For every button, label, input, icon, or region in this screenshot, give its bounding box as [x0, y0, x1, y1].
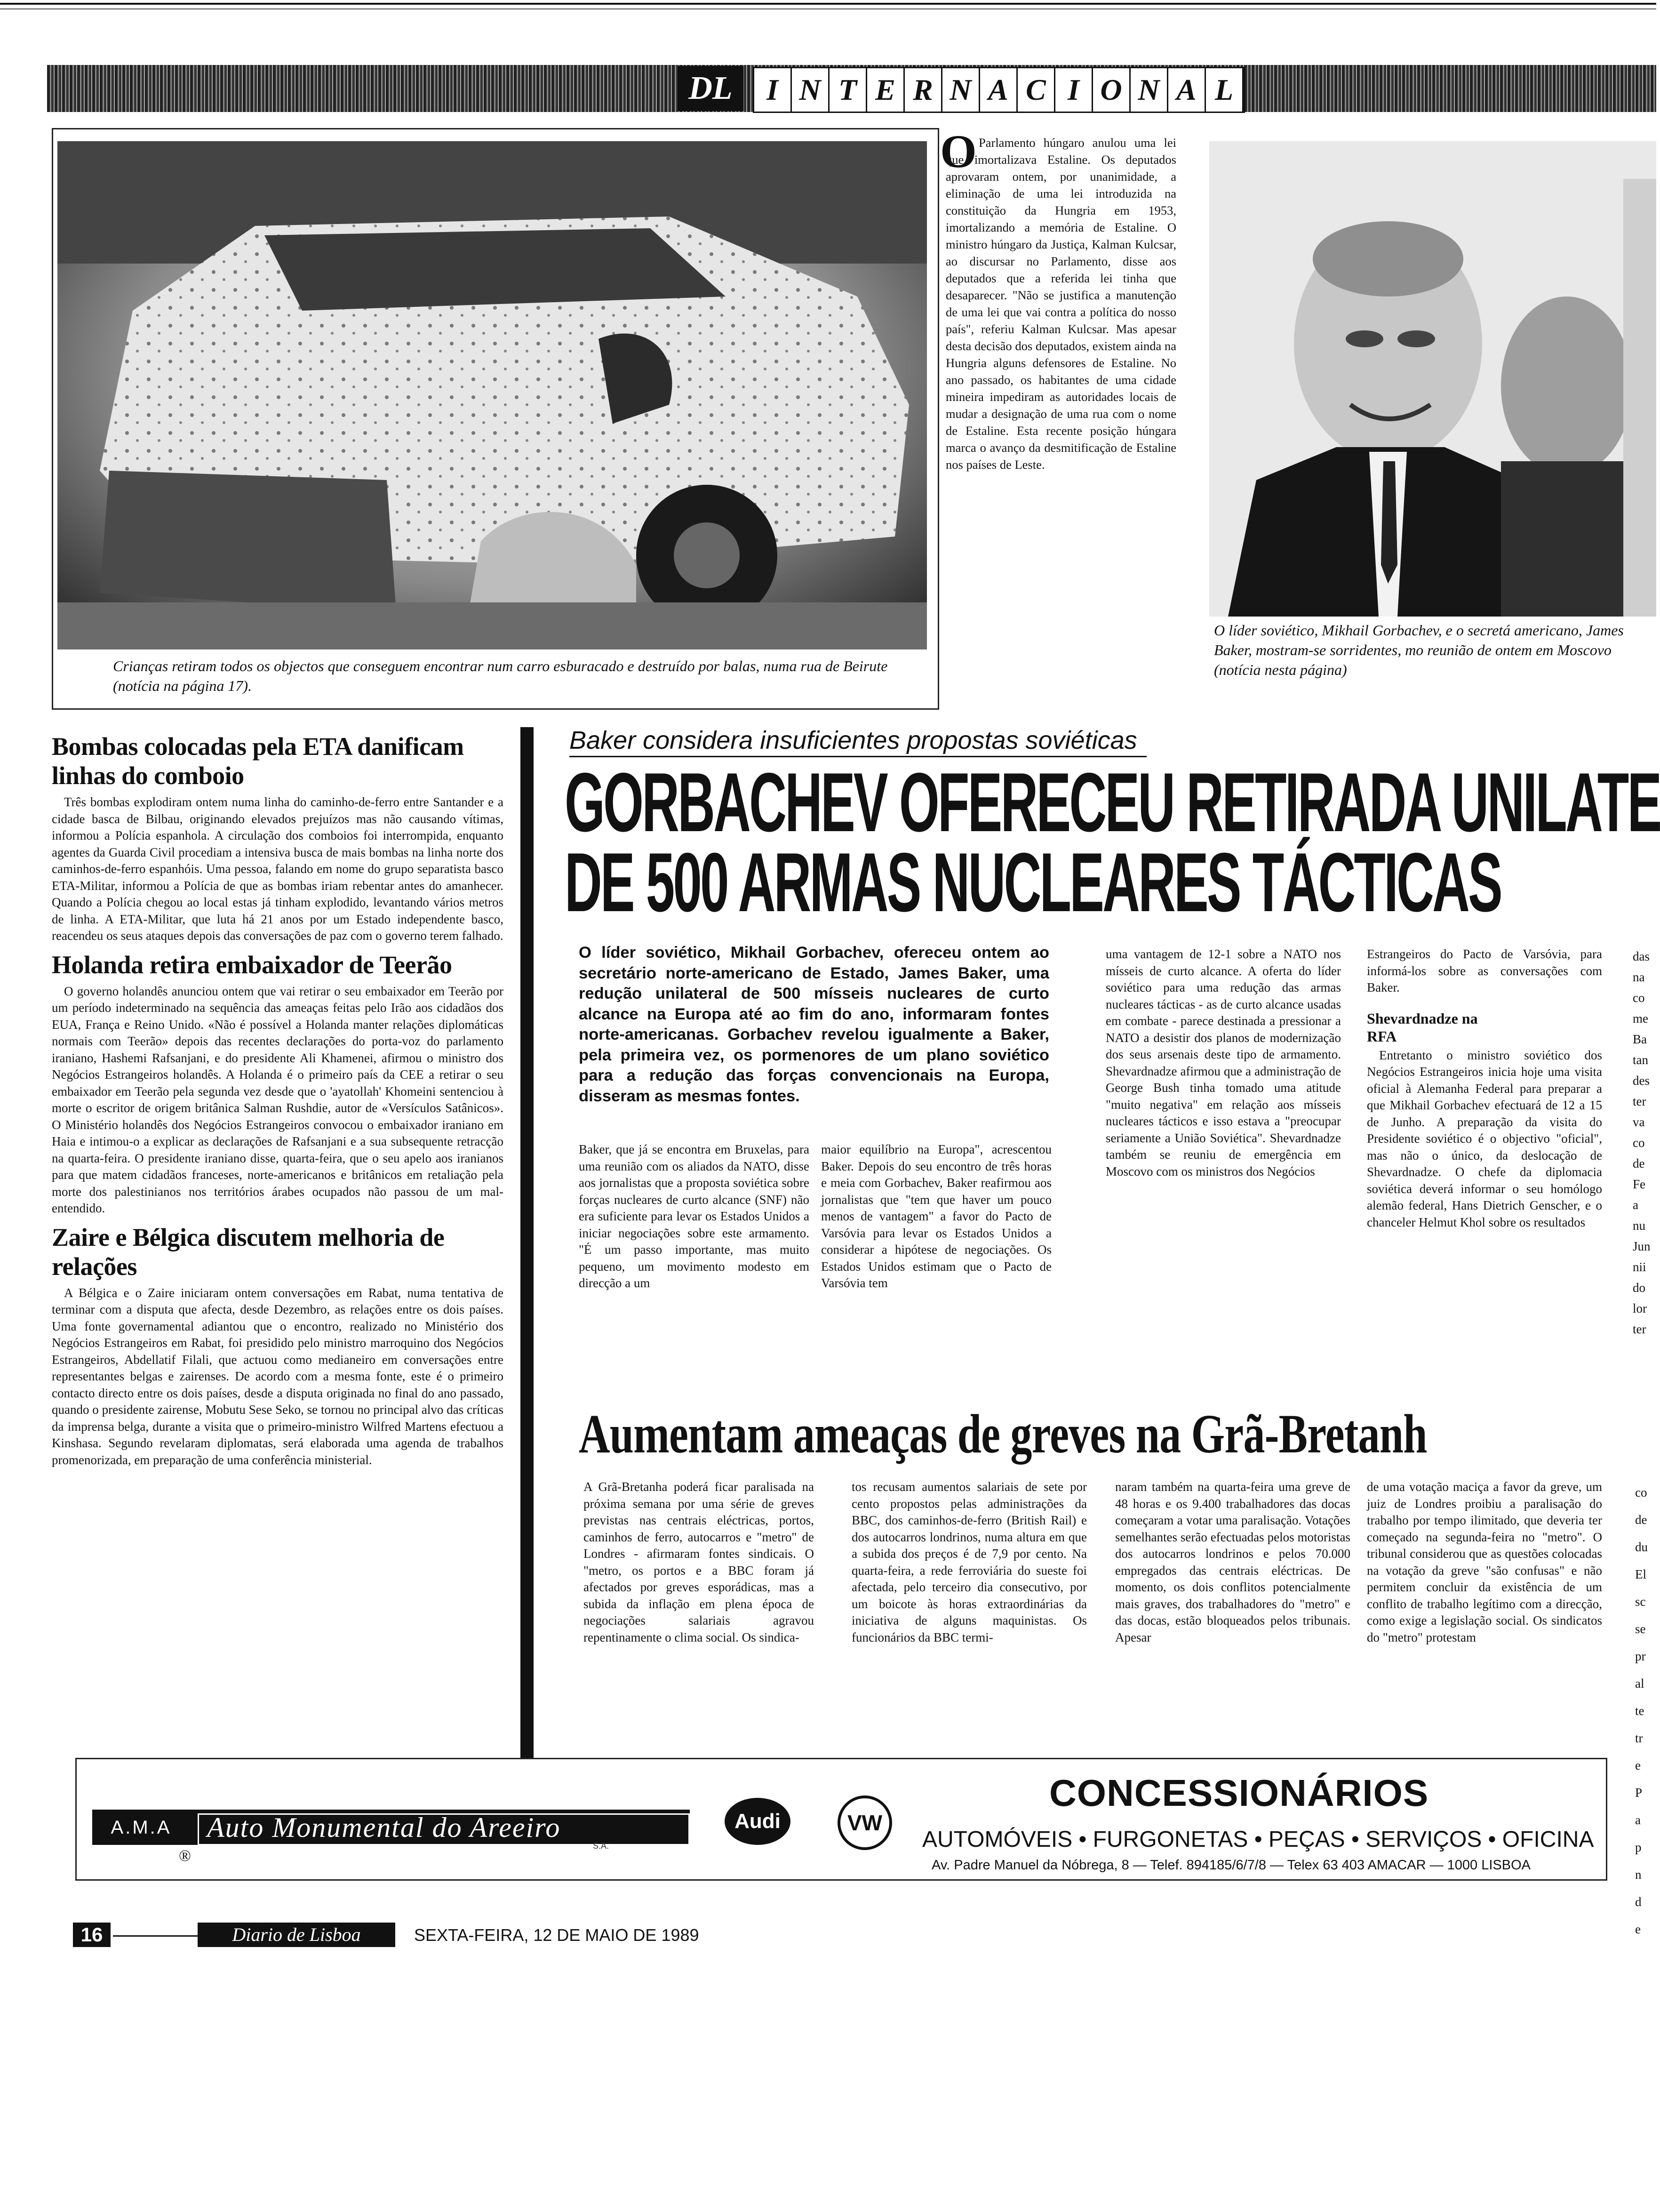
section-letter: C — [1018, 68, 1055, 112]
top-rule — [0, 3, 1656, 5]
ama-initials: A.M.A — [111, 1817, 172, 1838]
strikes-col-d: de uma votação maciça a favor da greve, um juiz de Londres proibiu a paralisação do trabalho por tempo ilimitado, que deveria ter começado na segunda-feira no "metro". O tribunal considerou que as questões colocadas na votação da greve "são confusas" e não permitem concluir da existência de um conflito de trabalho legítimo com a direcção, como exige a legislação social. Os sindicatos do "metro" protestam — [1367, 1480, 1602, 1644]
strikes-col-b: tos recusam aumentos salariais de sete por cento propostos pelas administrações da BBC, dos caminhos-de-ferro (British Rail) e dos autocarros londrinos, numa altura em que a subida dos preços é de 7,9 por cento. Na quarta-feira, a rede ferroviária do sueste foi afectada, pelo terceiro dia consecutivo, por um boicote às horas extraordinárias da iniciativa de alguns maquinistas. Os funcionários da BBC termi- — [852, 1480, 1087, 1644]
beirut-car-image — [57, 141, 927, 649]
section-letter: I — [1055, 68, 1093, 112]
gorbachev-baker-photo — [1209, 141, 1656, 617]
left-column-rule — [520, 727, 534, 1843]
ad-title: CONCESSIONÁRIOS — [1049, 1772, 1429, 1814]
strikes-col-c: naram também na quarta-feira uma greve de 48 horas e os 9.400 trabalhadores das docas começaram a votar uma paralisação. Votações semelhantes serão efectuadas pelos motoristas dos autocarros londrinos e pelos 70.000 empregados das centrais eléctricas. De momento, os dois conflitos potencialmente mais graves, dos trabalhadores do "metro" e das docas, estão bloqueados pelos tribunais. Apesar — [1115, 1480, 1350, 1644]
gorbachev-baker-image — [1209, 141, 1656, 617]
shevardnadze-subhead: Shevardnadze na RFA — [1367, 1010, 1478, 1045]
main-col-d-part2: Entretanto o ministro soviético dos Negócios Estrangeiros inicia hoje uma visita oficial à Alemanha Federal para preparar a que Mikhail Gorbachev efectuará de 12 a 15 de Junho. A preparação da visita do Presidente soviético é o objectivo "oficial", mas não o único, da deslocação de Shevardnadze. O chefe da diplomacia soviética deverá informar o seu homólogo alemão federal, Hans Dietrich Genscher, e o chanceler Helmut Khol sobre os resultados — [1367, 1048, 1602, 1229]
left-briefs — [52, 732, 503, 1468]
main-col-a: Baker, que já se encontra em Bruxelas, para uma reunião com os aliados da NATO, disse aos jornalistas que a proposta soviética sobre forças nucleares de curto alcance (SNF) não era suficiente para levar os Estados Unidos a iniciar negociações sobre este armamento. "É um passo importante, mas muito pequeno, um movimento modesto em direcção a um — [579, 1142, 809, 1290]
section-letter: N — [792, 68, 830, 112]
top-rule-thin — [0, 8, 1656, 9]
audi-logo: Audi — [725, 1798, 790, 1845]
main-headline — [565, 755, 1660, 929]
main-kicker: Baker considera insuficientes propostas soviéticas — [569, 725, 1147, 757]
footer-page-number: 16 — [73, 1923, 111, 1947]
section-letter: I — [754, 68, 792, 112]
strikes-col-a: A Grã-Bretanha poderá ficar paralisada na próxima semana por uma série de greves previstas nas centrais eléctricas, portos, caminhos de ferro, autocarros e "metro" de Londres - afirmaram fontes sindicais. O "metro, os portos e a BBC foram já afectados por greves esporádicas, mas a subida da inflação em plena época de negociações salariais agravou repentinamente o clima social. Os sindica- — [583, 1480, 814, 1644]
beirut-car-photo — [57, 141, 927, 649]
vw-logo: VW — [838, 1795, 892, 1850]
main-lead: O líder soviético, Mikhail Gorbachev, ofereceu ontem ao secretário norte-americano de Estado, James Baker, uma redução unilateral de 500 mísseis nucleares de curto alcance na Europa até ao fim do ano, informaram fontes norte-americanas. Gorbachev revelou igualmente a Baker, pela primeira vez, os pormenores de um plano soviético para a redução das forças convencionais na Europa, disseram as mesmas fontes. — [579, 944, 1049, 1105]
section-letter: N — [942, 68, 980, 112]
holanda-article: O governo holandês anunciou ontem que vai retirar o seu embaixador em Teerão por um período indeterminado na sequência das ameaças feitas pelo Irão aos cidadãos dos EUA, França e Reino Unido. «Não é possível a Holanda manter relações diplomáticas normais com Teerão» depois das recentes declarações do porta-voz do parlamento iraniano, Hashemi Rafsanjani, e do presidente Ali Khamenei, afirmou o ministro dos Negócios Estrangeiros holandês. A Holanda é o primeiro país da CEE a retirar o seu embaixador em Teerão pela segunda vez desde que o 'ayatollah' Khomeini sentenciou à morte o escritor de origem britânica Salman Rushdie, autor de «Versículos Satânicos». O Ministério holandês dos Negócios Estrangeiros convocou o embaixador iraniano em Haia e intimou-o a explicar as declarações de Rafsanjani e a sua subsequente retracção na quarta-feira. O presidente iraniano disse, quarta-feira, que o seu apelo aos iranianos para que matem cidadãos franceses, norte-americanos e britânicos em retaliação pela morte dos palestinianos nos territórios árabes ocupados não passou de um mal-entendido. — [52, 984, 503, 1215]
section-letter: A — [980, 68, 1018, 112]
section-letter: E — [867, 68, 905, 112]
strikes-headline: Aumentam ameaças de greves na Grã-Bretanh — [579, 1403, 1427, 1465]
hungary-dropcap: O — [940, 125, 977, 177]
main-col-e-fragments: das na co me Ba tan des ter va co de Fe a nu Jun nii do lor ter — [1633, 949, 1651, 1336]
ad-address: Av. Padre Manuel da Nóbrega, 8 — Telef. 894185/6/7/8 — Telex 63 403 AMACAR — 1000 LISBOA — [932, 1858, 1531, 1873]
gorbachev-photo-caption: O líder soviético, Mikhail Gorbachev, e o secretá americano, James Baker, mostram-se sorridentes, mo reunião de ontem em Moscovo (notícia nesta página) — [1214, 622, 1624, 678]
beirut-photo-caption: Crianças retiram todos os objectos que conseguem encontrar num carro esburacado e destruído por balas, numa rua de Beirute (notícia na página 17). — [113, 657, 888, 694]
hungary-article: Parlamento húngaro anulou uma lei que imortalizava Estaline. Os deputados aprovaram ontem, por unanimidade, a eliminação de uma lei introduzida na constituição da Hungria em 1953, imortalizando a memória de Estaline. O ministro húngaro da Justiça, Kalman Kulcsar, ao discursar no Parlamento, disse aos deputados que a referida lei tinha que desaparecer. "Não se justifica a manutenção de uma lei que vai contra a política do nosso país", referiu Kalman Kulcsar. Mas apesar desta decisão dos deputados, existem ainda na Hungria alguns defensores de Estaline. No ano passado, os habitantes de uma cidade mineira impediram as autoridades locais de mudar a designação de uma rua com o nome de Estaline. Esta recente posição húngara marca o avanço da desmitificação de Estaline nos países de Leste. — [946, 136, 1176, 472]
footer-date: SEXTA-FEIRA, 12 DE MAIO DE 1989 — [414, 1925, 699, 1945]
main-col-d — [1367, 946, 1602, 1231]
main-col-c: uma vantagem de 12-1 sobre a NATO nos mísseis de curto alcance. A oferta do líder soviético para uma redução das armas nucleares tácticas - as de curto alcance usadas em combate - parece destinada a pressionar a NATO a desistir dos planos de modernização dos seus arsenais deste tipo de armamento. Shevardnadze afirmou que a administração de George Bush tinha tomado uma atitude "muito negativa" em relação aos mísseis nucleares tácticos e isso estava a "preocupar seriamente a União Soviética". Shevardnadze também se reuniu de emergência em Moscovo com os ministros dos Negócios — [1106, 947, 1341, 1178]
eta-headline: Bombas colocadas pela ETA danificam linhas do comboio — [52, 732, 464, 790]
main-headline-line1: GORBACHEV OFERECEU RETIRADA UNILATE — [565, 755, 1660, 849]
holanda-headline: Holanda retira embaixador de Teerão — [52, 950, 452, 979]
section-letter: L — [1206, 68, 1244, 112]
section-letter: O — [1093, 68, 1131, 112]
footer-paper-name: Diario de Lisboa — [198, 1923, 395, 1947]
ama-sa: S.A. — [593, 1841, 609, 1851]
main-col-b: maior equilíbrio na Europa", acrescentou Baker. Depois do seu encontro de três horas e meia com Gorbachev, Baker reafirmou aos jornalistas que "tem que haver um pouco menos de vantagem" a favor do Pacto de Varsóvia para levar os Estados Unidos a considerar a hipótese de negociações. Os Estados Unidos estimam que o Pacto de Varsóvia tem — [821, 1142, 1052, 1290]
footer-rule — [113, 1935, 198, 1937]
eta-article: Três bombas explodiram ontem numa linha do caminho-de-ferro entre Santander e a cidade basca de Bilbau, originando elevados prejuízos mas não causando vítimas, informou a Polícia espanhola. A circulação dos comboios foi interrompida, enquanto agentes da Guarda Civil procediam a intensiva busca de mais bombas na linha norte dos caminhos-de-ferro espanhóis. Uma pessoa, falando em nome do grupo separatista basco ETA-Militar, informou a Polícia de que as bombas iriam rebentar antes do amanhecer. Quando a Polícia chegou ao local estas já tinham explodido, levantando vários metros de linha. A ETA-Militar, que luta há 21 anos por um Estado independente basco, reacendeu os seus ataques depois das conversações de paz com o governo terem falhado. — [52, 795, 503, 943]
section-title — [753, 67, 1245, 113]
strikes-col-e-fragments: co de du El sc se pr al te tr e P a p n d e — [1635, 1485, 1648, 1936]
section-letter: T — [830, 68, 867, 112]
section-logo: DL — [678, 66, 743, 111]
main-headline-line2: DE 500 ARMAS NUCLEARES TÁCTICAS — [565, 835, 1501, 929]
section-letter: A — [1168, 68, 1206, 112]
zaire-article: A Bélgica e o Zaire iniciaram ontem conversações em Rabat, numa tentativa de terminar com a disputa que afecta, desde Dezembro, as relações entre os dois países. Uma fonte governamental adiantou que o encontro, realizado no Ministério dos Negócios Estrangeiros em Rabat, foi presidido pelo ministro marroquino dos Negócios Estrangeiros, Abdellatif Filali, que actuou como medianeiro em conversações entre representantes belgas e zairenses. De acordo com a mesma fonte, este é o primeiro contacto directo entre os dois países, desde a disputa originada no final do ano passado, quando o presidente zairense, Mobutu Sese Seko, se tornou no principal alvo das críticas da imprensa belga, durante a visita que o primeiro-ministro Wilfred Martens efectuou a Kinshasa. Segundo revelaram diplomatas, será elaborada uma agenda de trabalhos promenorizada, em preparação de uma conferência ministerial. — [52, 1285, 503, 1467]
section-letter: R — [905, 68, 942, 112]
zaire-headline: Zaire e Bélgica discutem melhoria de relações — [52, 1223, 445, 1281]
section-letter: N — [1131, 68, 1168, 112]
main-col-d-part1: Estrangeiros do Pacto de Varsóvia, para informá-los sobre as conversações com Baker. — [1367, 947, 1602, 994]
ama-script-name: Auto Monumental do Areeiro — [207, 1812, 561, 1843]
ama-registered: ® — [179, 1847, 191, 1865]
ad-services: AUTOMÓVEIS • FURGONETAS • PEÇAS • SERVIÇOS • OFICINA — [922, 1827, 1594, 1852]
